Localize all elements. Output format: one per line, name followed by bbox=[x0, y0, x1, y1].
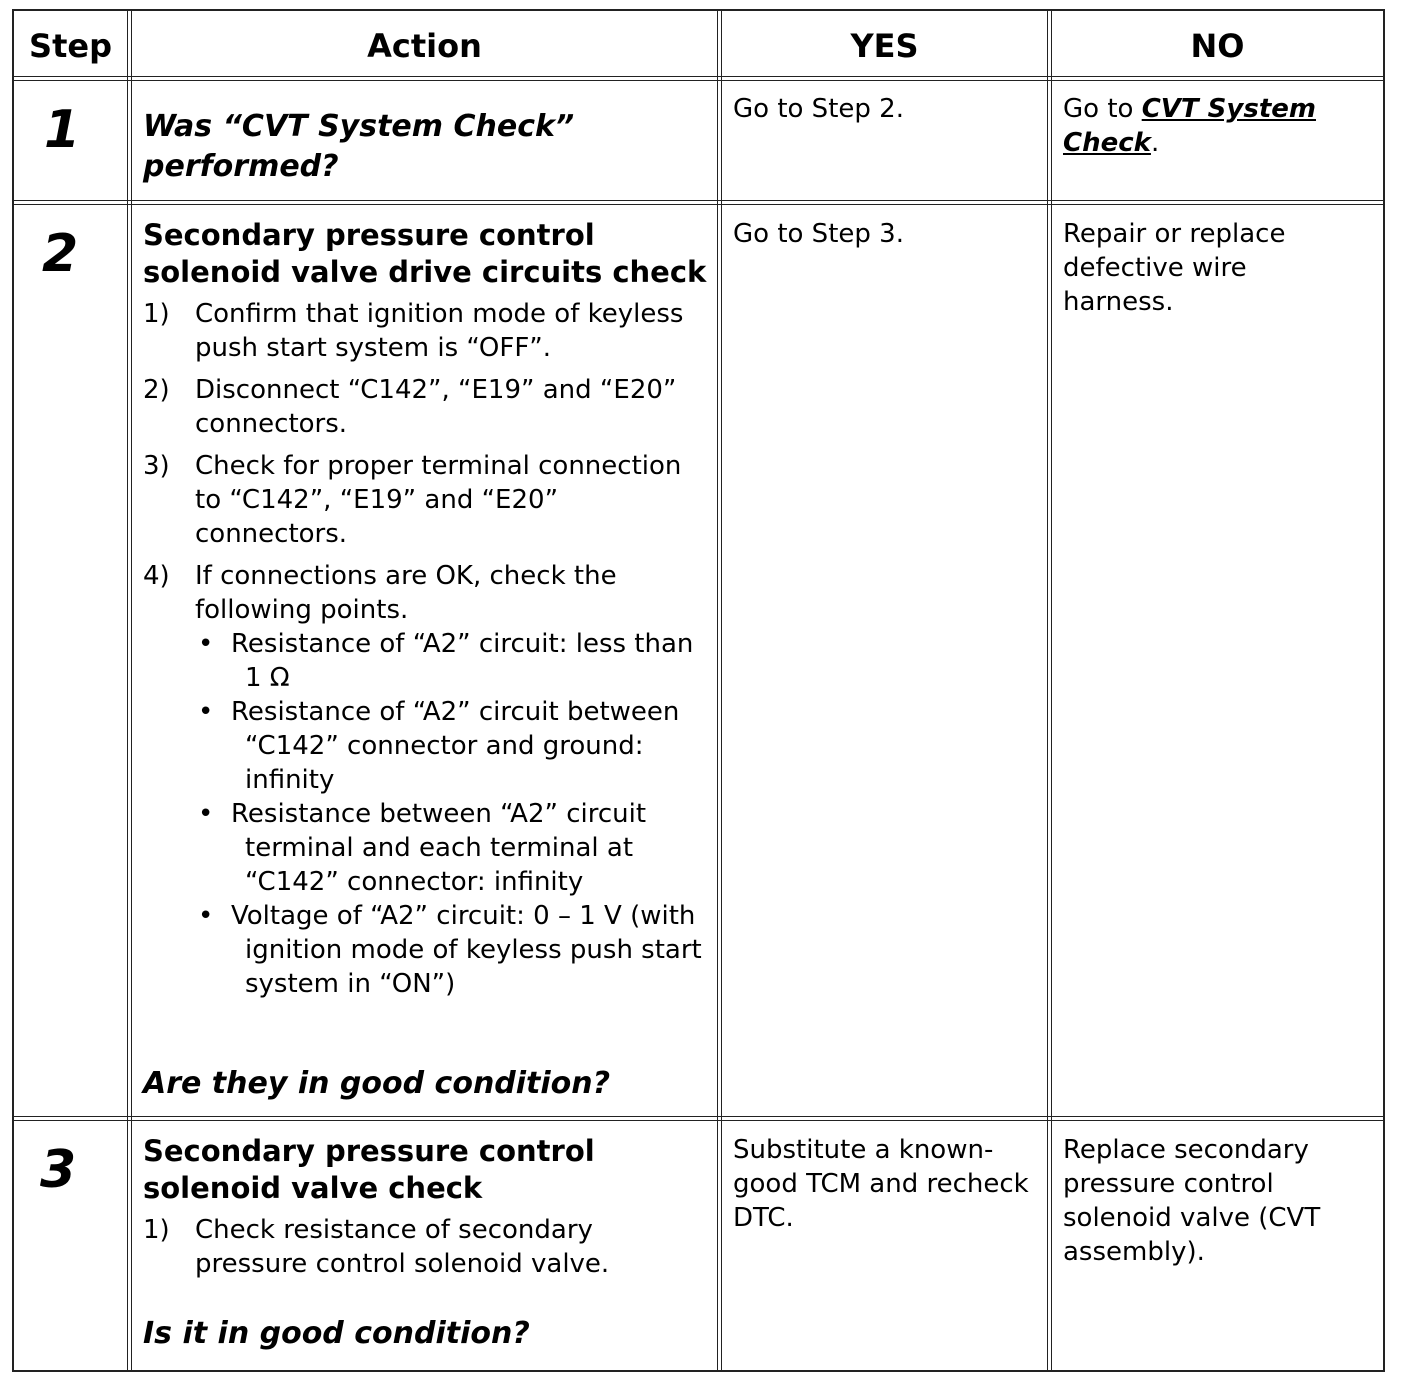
column-divider-yes-no bbox=[1047, 9, 1052, 1372]
cvt-system-check-link[interactable]: CVT System Check bbox=[1063, 94, 1316, 158]
header-no: NO bbox=[1190, 27, 1245, 65]
step1-no-suffix: . bbox=[1150, 128, 1160, 158]
step2-bullet-1 bbox=[143, 627, 711, 695]
step2-action bbox=[143, 217, 711, 1001]
step2-item-1 bbox=[143, 297, 711, 365]
row-divider-step1 bbox=[12, 200, 1385, 205]
step3-no: Replace secondary pressure control solenoid valve (CVT assembly). bbox=[1063, 1135, 1321, 1267]
step-number-2: 2 bbox=[42, 224, 79, 284]
bullet-text: Resistance of “A2” circuit between “C142” connector and ground: infinity bbox=[231, 697, 680, 795]
step2-item-2 bbox=[143, 373, 711, 441]
step2-no: Repair or replace defective wire harness. bbox=[1063, 219, 1286, 317]
header-yes: YES bbox=[850, 27, 919, 65]
step3-question: Is it in good condition? bbox=[143, 1316, 530, 1351]
step3-action bbox=[143, 1133, 711, 1281]
step3-title: Secondary pressure control solenoid valve check bbox=[143, 1134, 595, 1205]
item-text: Confirm that ignition mode of keyless push start system is “OFF”. bbox=[195, 299, 684, 363]
bullet-dot-icon: • bbox=[198, 799, 214, 829]
item-text: Disconnect “C142”, “E19” and “E20” connectors. bbox=[195, 375, 677, 439]
bullet-text: Resistance of “A2” circuit: less than 1 Ω bbox=[231, 629, 694, 693]
step1-question: Was “CVT System Check” performed? bbox=[143, 109, 575, 184]
column-divider-action-yes bbox=[717, 9, 722, 1372]
header-action: Action bbox=[367, 27, 482, 65]
item-number: 2) bbox=[143, 375, 170, 405]
bullet-text: Voltage of “A2” circuit: 0 – 1 V (with ignition mode of keyless push start system in “ON”) bbox=[231, 901, 702, 999]
bullet-dot-icon: • bbox=[198, 697, 214, 727]
step2-item-3 bbox=[143, 449, 711, 551]
item-number: 3) bbox=[143, 451, 170, 481]
step1-yes: Go to Step 2. bbox=[733, 94, 904, 124]
step-number-3: 3 bbox=[40, 1140, 77, 1200]
item-number: 1) bbox=[143, 1215, 170, 1245]
item-text: If connections are OK, check the following points. bbox=[195, 561, 617, 625]
step2-item-4 bbox=[143, 559, 711, 627]
header-step: Step bbox=[29, 27, 112, 65]
step2-bullet-2 bbox=[143, 695, 711, 797]
item-number: 4) bbox=[143, 561, 170, 591]
step1-no bbox=[1063, 92, 1363, 160]
step3-yes: Substitute a known-good TCM and recheck DTC. bbox=[733, 1135, 1029, 1233]
step2-bullet-3 bbox=[143, 797, 711, 899]
row-divider-step2 bbox=[12, 1116, 1385, 1121]
step2-bullet-4 bbox=[143, 899, 711, 1001]
step2-question: Are they in good condition? bbox=[143, 1066, 611, 1101]
column-divider-step-action bbox=[127, 9, 132, 1372]
step1-no-prefix: Go to bbox=[1063, 94, 1142, 124]
bullet-dot-icon: • bbox=[198, 629, 214, 659]
step2-yes: Go to Step 3. bbox=[733, 219, 904, 249]
step-number-1: 1 bbox=[44, 100, 81, 160]
bullet-dot-icon: • bbox=[198, 901, 214, 931]
step3-item-1 bbox=[143, 1213, 711, 1281]
item-number: 1) bbox=[143, 299, 170, 329]
item-text: Check for proper terminal connection to “C142”, “E19” and “E20” connectors. bbox=[195, 451, 682, 549]
step2-title: Secondary pressure control solenoid valve drive circuits check bbox=[143, 218, 707, 289]
bullet-text: Resistance between “A2” circuit terminal and each terminal at “C142” connector: infinity bbox=[231, 799, 647, 897]
item-text: Check resistance of secondary pressure control solenoid valve. bbox=[195, 1215, 610, 1279]
